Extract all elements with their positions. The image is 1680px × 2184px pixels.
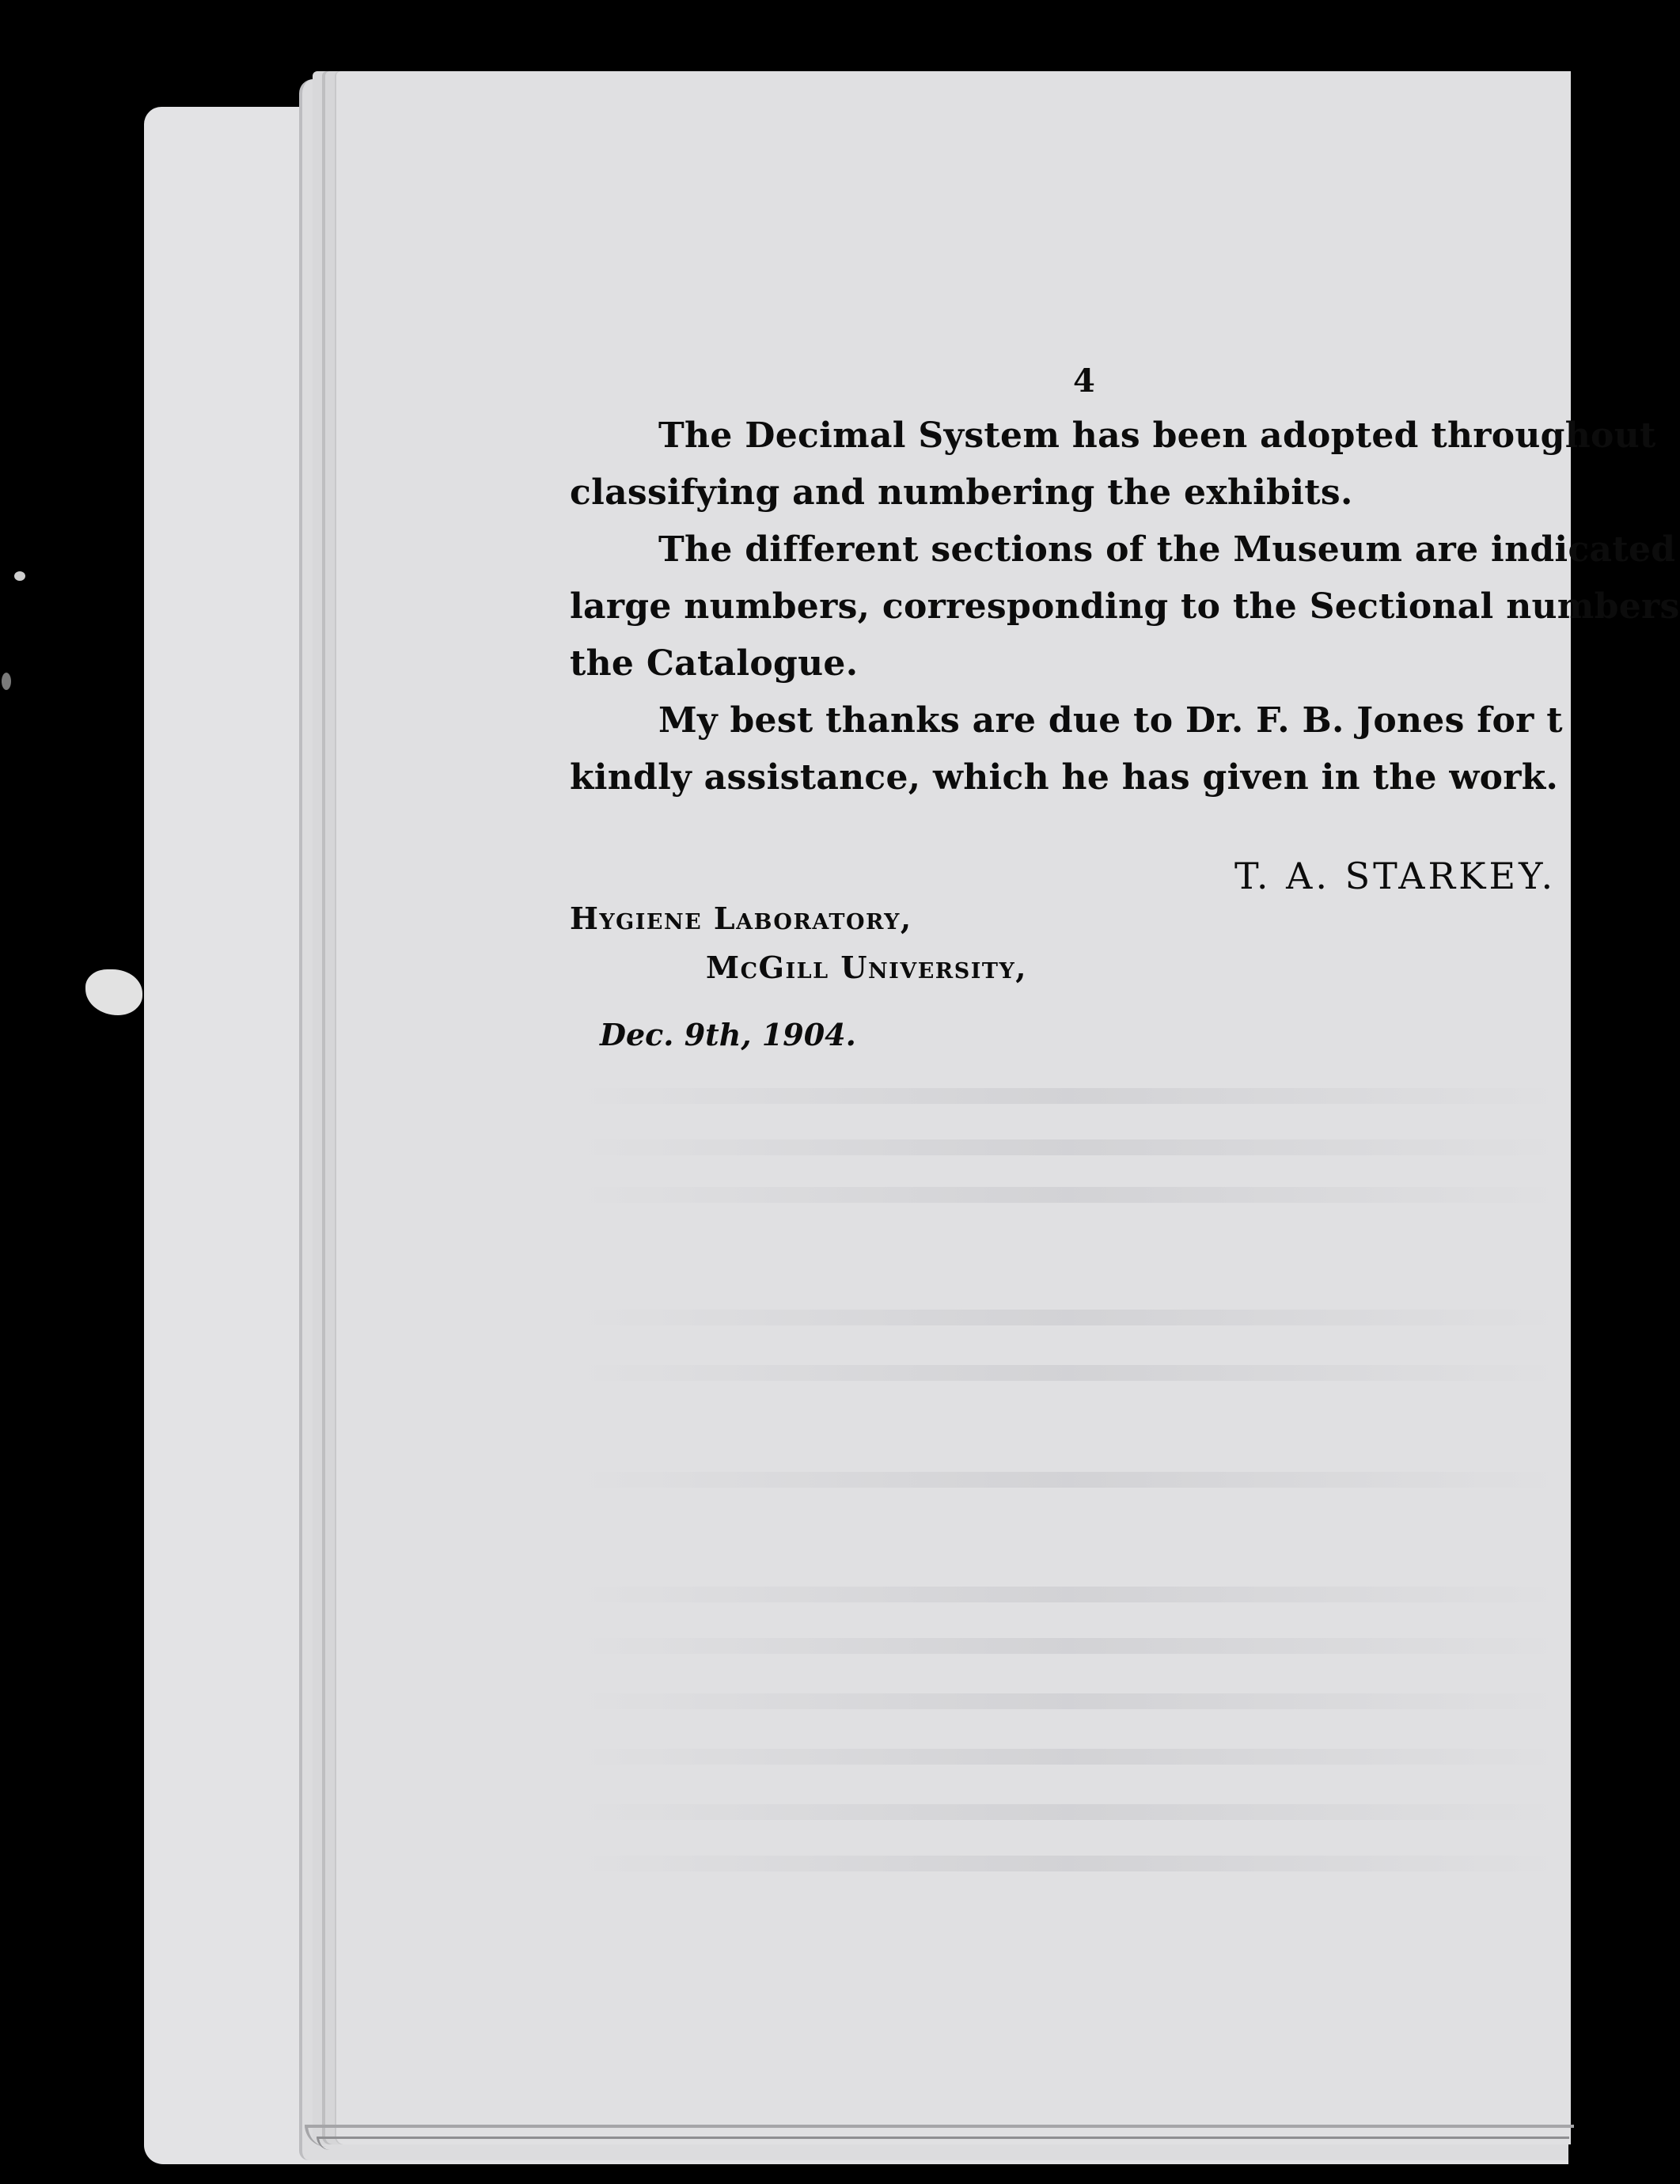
paragraph-line: kindly assistance, which he has given in the work. (570, 757, 1559, 798)
page-number: 4 (1073, 362, 1095, 400)
scan-speck (14, 571, 25, 581)
date-line: Dec. 9th, 1904. (600, 1017, 856, 1052)
bleed-through-text (570, 1804, 1567, 1820)
bleed-through-text (570, 1088, 1567, 1104)
paragraph-line: My best thanks are due to Dr. F. B. Jones for t (658, 700, 1563, 741)
bleed-through-text (570, 1187, 1567, 1203)
bleed-through-text (570, 1365, 1567, 1381)
address-line: McGill University, (706, 950, 1027, 985)
scan-speck (2, 673, 11, 690)
bleed-through-text (570, 1472, 1567, 1488)
front-page (336, 71, 1571, 2144)
paragraph-line: large numbers, corresponding to the Sectional numbers (570, 586, 1680, 627)
bleed-through-text (570, 1693, 1567, 1709)
author-signature: T. A. STARKEY. (1234, 855, 1557, 897)
paragraph-line: classifying and numbering the exhibits. (570, 472, 1353, 513)
bleed-through-text (570, 1139, 1567, 1155)
bleed-through-text (570, 1638, 1567, 1654)
page-edge-line (320, 87, 323, 2144)
bleed-through-text (570, 1856, 1567, 1871)
paragraph-line: the Catalogue. (570, 643, 859, 684)
body-text (570, 408, 1680, 806)
bleed-through-text (570, 1749, 1567, 1765)
paragraph-line: The Decimal System has been adopted throughout (658, 415, 1656, 456)
bleed-through-text (570, 1587, 1567, 1602)
page-bottom-curl (317, 2137, 1569, 2150)
bleed-through-text (570, 1310, 1567, 1325)
address-line: Hygiene Laboratory, (570, 901, 912, 936)
scan-speck (85, 969, 142, 1015)
page-edge-line (326, 87, 328, 2144)
paragraph-line: The different sections of the Museum are indicated (658, 529, 1676, 570)
